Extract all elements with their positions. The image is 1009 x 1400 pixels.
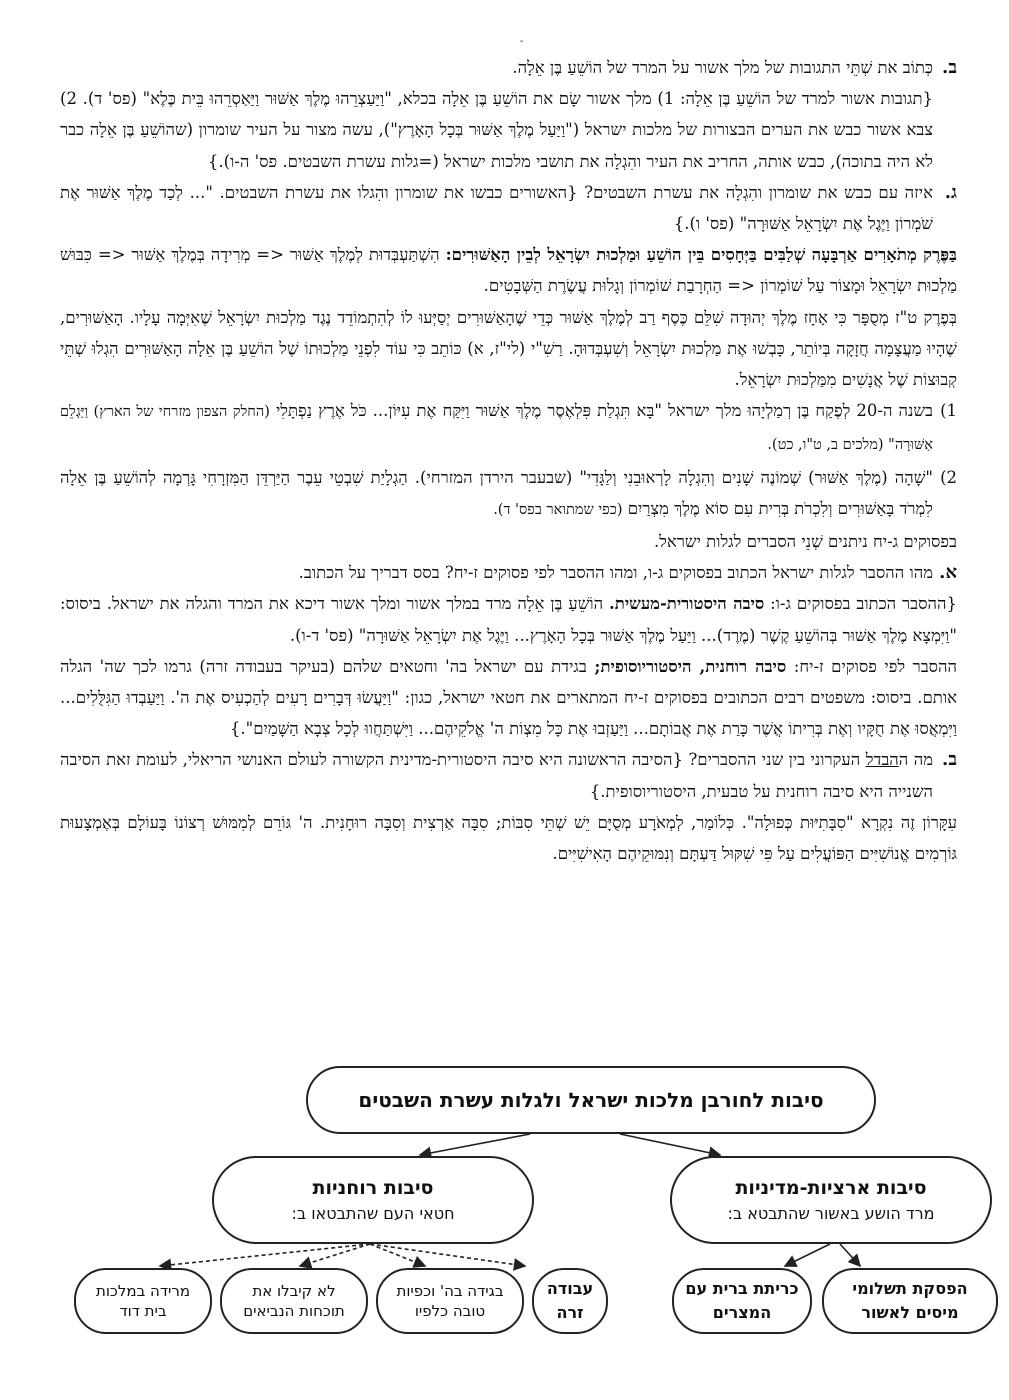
leaf-rebellion-david-text: מרידה במלכות בית דוד bbox=[95, 1282, 191, 1320]
exile-item-2-label: 2) bbox=[940, 467, 957, 487]
question-b2 bbox=[60, 744, 957, 806]
leaf-betrayal bbox=[376, 1268, 524, 1334]
leaf-idolatry-text: עבודה זרה bbox=[546, 1279, 594, 1322]
answer-a-2-intro: ההסבר לפי פסוקים ז-יח: bbox=[793, 656, 958, 676]
leaf-prophets-text: לא קיבלו את תוכחות הנביאים bbox=[243, 1282, 345, 1320]
leaf-stop-taxes-text: הפסקת תשלומי מיסים לאשור bbox=[852, 1279, 968, 1322]
summary-chapter16-text: בְּפֶרֶק ט"ז מְסֻפָּר כִּי אָחָז מֶלֶךְ יְהוּדָה שִׁלֵּם כֶּסֶף רַב לְמֶלֶךְ אַשּׁוּר כְּדֵי שֶׁהָאַשּׁוּרִים יְסַיְּעוּ לוֹ לְהִתְמוֹדֵד נֶגֶד מַלְכוּת יִשְׂרָאֵל שֶׁאִיְּמָה עָלָיו. הָאַשּׁוּרִים, שֶׁהָיוּ מַעֲצָמָה חֲזָקָה בְּיוֹתֵר, כָּבְשׁוּ אֶת מַלְכוּת יִשְׂרָאֵל וְשִׁעְבְּדוּהָ. רַשִׁ"י (לי"ז, א) כּוֹתֵב כִּי עוֹד לִפְנֵי מַלְכוּתוֹ שֶׁל הוֹשֵׁעַ בֶּן אֵלָה הָאַשּׁוּרִים הִגְלוּ שְׁתֵּי קְבוּצוֹת שֶׁל אֲנָשִׁים מִמַּלְכוּת יִשְׂרָאֵל. bbox=[60, 307, 957, 390]
question-a-label: א. bbox=[939, 562, 957, 584]
arrow-to-leaf-3 bbox=[370, 1244, 525, 1266]
summary-stages-text: הִשְׁתַּעְבְּדוּת לְמֶלֶךְ אַשּׁוּר <= מְרִידָה בְּמֶלֶךְ אַשּׁוּר <= כִּבּוּשׁ מַלְכוּת יִשְׂרָאֵל וּמָצוֹר עַל שׁוֹמְרוֹן <= הַחְרָבַת שׁוֹמְרוֹן וְגָלוּת עֲשֶׂרֶת הַשְּׁבָטִים. bbox=[60, 245, 957, 296]
scan-dot: - bbox=[520, 36, 524, 47]
double-causality-text: עִקָּרוֹן זֶה נִקְרָא "סִבָּתִיּוּת כְּפוּלָה". כְּלוֹמַר, לְמְאֹרָע מְסֻיָּם יֵשׁ שְׁתֵּי סִבּוֹת; סִבָּה אַרְצִית וְסִבָּה רוּחָנִית. ה' גּוֹרֵם לְמִמּוּשׁ רְצוֹנוֹ בָּעוֹלָם בְּאֶמְצָעוּת גּוֹרְמִים אֱנוֹשִׁיִּים הַפּוֹעֲלִים עַל פִּי שִׁקּוּל דַּעְתָּם וְנִמּוּקֵיהֶם הָאִישִׁיִּים. bbox=[60, 812, 957, 864]
leaf-egypt-alliance-text: כריתת ברית עם המצרים bbox=[685, 1279, 799, 1322]
question-b1-text: כְּתוֹב את שְׁתֵּי התגובות של מלך אשור על המרד של הוֹשֵׁעַ בֶּן אֵלָה. bbox=[512, 58, 933, 77]
arrow-to-leaf-1 bbox=[840, 1244, 860, 1266]
answer-g-text: {האשורים כבשו את שומרון והִגלו את עשרת השבטים. "... לְכַד מֶלֶךְ אַשּׁוּר אֶת שֹׁמְרוֹן וַיֶּגֶל אֶת יִשְׂרָאֵל אַשּׁוּרָה" (פס' ו).} bbox=[60, 182, 933, 234]
summary-two-explanations bbox=[60, 526, 957, 557]
national-causes-box bbox=[670, 1156, 992, 1244]
question-b1-label: ב. bbox=[942, 57, 957, 78]
arrow-to-leaf-6 bbox=[160, 1244, 370, 1266]
answer-b1-text: {תגובות אשור למרד של הוֹשֵׁעַ בֶּן אֵלָה: 1) מלך אשור שָׂם את הוֹשֵׁעַ בֶּן אֵלָה בכלא, "וַיַּעַצְרֵהוּ מֶלֶךְ אַשּׁוּר וַיַּאַסְרֵהוּ בֵּית כֶּלֶא" (פס' ד). 2) צבא אשור כבש את הערים הבצורות של מלכות ישראל ("וַיַּעַל מֶלֶךְ אַשּׁוּר בְּכָל הָאָרֶץ"), עשה מצור על העיר שומרון (שהוֹשֵׁעַ בֶּן אֵלָה כבר לא היה בתוכה), כבש אותה, החריב את העיר והִגְלָה את תושבי מלכות ישראל (=גלות עשרת השבטים. פס' ה-ו).} bbox=[60, 89, 934, 171]
national-causes-title: סיבות ארציות-מדיניות bbox=[735, 1177, 927, 1199]
answer-a-1-reason: סיבה היסטורית-מעשית. bbox=[609, 594, 765, 614]
question-b1 bbox=[60, 52, 957, 83]
answer-a-2-reason: סיבה רוחנית, היסטוריוסופית; bbox=[594, 656, 787, 676]
exile-item-2-note: (כפי שמתואר בפס' ד). bbox=[493, 501, 623, 518]
exile-item-1-note: (החלק הצפון מזרחי של הארץ) וַיַּגְלֵם אַשּׁוּרָה" (מלכים ב, ט"ו, כט). bbox=[60, 404, 933, 454]
question-b2-label: ב. bbox=[942, 749, 957, 771]
question-a bbox=[60, 557, 957, 588]
summary-chapter16 bbox=[60, 302, 957, 396]
exile-item-2-text: "שָׁהָה (מֶלֶךְ אַשּׁוּר) שְׁמוֹנֶה שָׁנִים וְהִגְלָה לָרְאוּבֵנִי וְלַגָּדִי" (שבעבר הירדן המזרחי). הַגְלָיַת שִׁבְטֵי עֵבֶר הַיַּרְדֵּן הַמִּזְרָחִי גָּרְמָה לְהוֹשֵׁעַ בֶּן אֵלָה לִמְרֹד בָּאַשּׁוּרִים וְלִכְרֹת בְּרִית עִם סוֹא מֶלֶךְ מִצְרַיִם bbox=[60, 467, 933, 518]
summary-stages-heading: בַּפֶּרֶק מְתֹאָרִים אַרְבָּעָה שְׁלַבִּים בַּיְּחָסִים בֵּין הוֹשֵׁעַ וּמַלְכוּת יִשְׂרָאֵל לְבֵין הָאַשּׁוּרִים: bbox=[445, 245, 958, 265]
question-b2-text-b: העקרוני בין שני ההסברים? bbox=[688, 750, 861, 770]
question-a-text: מהו ההסבר לגלות ישראל הכתוב בפסוקים ג-ו, ומהו ההסבר לפי פסוקים ז-יח? בסס דבריך על הכתוב. bbox=[298, 563, 933, 583]
leaf-prophets bbox=[220, 1268, 368, 1334]
double-causality-note bbox=[60, 807, 957, 869]
diagram-title-box bbox=[306, 1066, 876, 1134]
leaf-stop-taxes bbox=[822, 1268, 998, 1334]
national-causes-sub: מרד הושע באשור שהתבטא ב: bbox=[727, 1204, 935, 1223]
summary-two-explanations-text: בפסוקים ג-יח ניתנים שְׁנֵי הסברים לגלות ישראל. bbox=[653, 532, 957, 552]
question-b2-underlined: הבדל bbox=[865, 750, 899, 770]
answer-b2-text: {הסיבה הראשונה היא סיבה היסטורית-מדינית הקשורה לעולם האנושי הריאלי, לעומת זאת הסיבה השנייה היא סיבה רוחנית על טבעית, היסטוריוסופית.} bbox=[60, 750, 933, 801]
answer-a-1 bbox=[60, 588, 957, 650]
summary-stages bbox=[60, 239, 957, 301]
spiritual-causes-title: סיבות רוחניות bbox=[312, 1177, 434, 1199]
answer-a-2 bbox=[60, 651, 957, 745]
causes-diagram bbox=[0, 1060, 1009, 1360]
diagram-title: סיבות לחורבן מלכות ישראל ולגלות עשרת השבטים bbox=[358, 1088, 824, 1112]
arrow-to-leaf-2 bbox=[785, 1244, 830, 1266]
leaf-idolatry bbox=[532, 1268, 608, 1334]
answer-a-1-text: הוֹשֵׁעַ בֶּן אֵלָה מרד במלך אשור ומלך אשור דיכא את המרד והגלה את ישראל. ביסוס: "וַיִּמְצָא מֶלֶךְ אַשּׁוּר בְּהוֹשֵׁעַ קֶשֶׁר (מֶרֶד)... וַיַּעַל מֶלֶךְ אַשּׁוּר בְּכָל הָאָרֶץ... וַיֶּגֶל אֶת יִשְׂרָאֵל אַשּׁוּרָה" (פס' ד-ו). bbox=[60, 594, 957, 645]
arrow-to-spiritual bbox=[420, 1134, 530, 1155]
question-b2-text-a: מה ה bbox=[898, 750, 934, 770]
arrow-to-leaf-4 bbox=[370, 1244, 425, 1266]
exile-item-1 bbox=[60, 395, 957, 461]
exile-item-1-label: 1) bbox=[940, 401, 957, 421]
exile-item-2 bbox=[60, 462, 957, 526]
question-g bbox=[60, 177, 957, 239]
answer-a-2-text: בגידת עם ישראל בה' וחטאים שלהם (בעיקר בעבודה זרה) גרמו לכך שה' הגלה אותם. ביסוס: משפטים רבים הכתובים בפסוקים ז-יח המתארים את חטאי ישראל, כגון: "וַיַּעֲשׂוּ דְּבָרִים רָעִים לְהַכְעִיס אֶת ה'. וַיַּעַבְדוּ הַגִּלֻּלִים... וַיִּמְאֲסוּ אֶת חֻקָּיו וְאֶת בְּרִיתוֹ אֲשֶׁר כָּרַת אֶת אֲבוֹתָם... וַיַּעַזְבוּ אֶת כָּל מִצְוֹת ה' אֱלֹקֵיהֶם... וַיִּשְׁתַּחֲווּ לְכָל צְבָא הַשָּׁמַיִם".} bbox=[60, 656, 957, 739]
spiritual-causes-box bbox=[212, 1156, 534, 1244]
exile-item-1-text: בשנה ה-20 לְפֶקַח בֶּן רְמַלְיָהוּ מלך ישראל "בָּא תִּגְלַת פִּלְאֶסֶר מֶלֶךְ אַשּׁוּר וַיִּקַּח אֶת עִיּוֹן... כֹּל אֶרֶץ נַפְתָּלִי bbox=[275, 401, 933, 421]
arrow-to-national bbox=[620, 1134, 720, 1155]
leaf-betrayal-text: בגידה בה' וכפיות טובה כלפיו bbox=[396, 1282, 504, 1320]
spiritual-causes-sub: חטאי העם שהתבטאו ב: bbox=[291, 1204, 455, 1223]
answer-a-1-intro: {ההסבר הכתוב בפסוקים ג-ו: bbox=[770, 594, 957, 614]
leaf-egypt-alliance bbox=[672, 1268, 812, 1334]
answer-b1 bbox=[60, 83, 957, 177]
question-g-text: איזה עם כבש את שומרון והִגְלָה את עשרת השבטים? bbox=[584, 182, 933, 202]
leaf-rebellion-david bbox=[74, 1268, 212, 1334]
question-g-label: ג. bbox=[944, 181, 957, 203]
